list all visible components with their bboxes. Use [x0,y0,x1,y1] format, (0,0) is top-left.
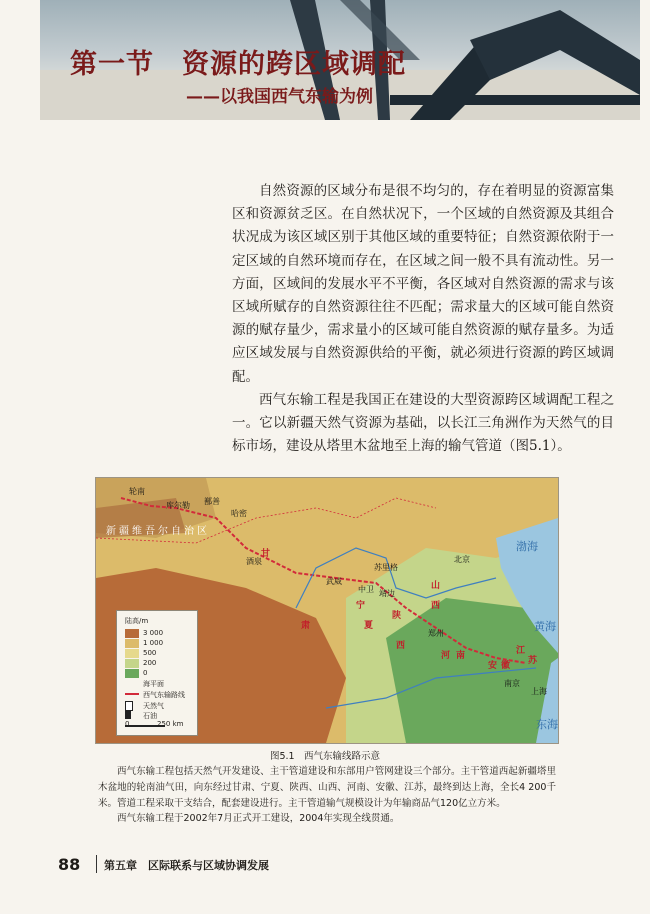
legend-level: 200 [143,659,157,667]
legend-pipeline: 西气东输路线 [143,691,185,699]
figure-note: 西气东输工程于2002年7月正式开工建设，2004年实现全线贯通。 [117,813,400,825]
label-su2: 苏 [528,656,538,666]
label-xia: 夏 [364,621,374,631]
paragraph: 西气东输工程是我国正在建设的大型资源跨区域调配工程之一。它以新疆天然气资源为基础，以长江三角洲作为天然气的目标市场，建设从塔里木盆地至上海的输气管道（图5.1）。 [232,391,614,455]
label-suligeliao: 苏里格 [374,563,398,572]
label-gan: 甘 [261,549,271,559]
legend-oil: 石油 [143,712,157,720]
label-ning: 宁 [356,601,366,611]
legend-level: 0 [143,669,148,677]
page-number: 88 [58,855,81,874]
body-text [232,180,614,458]
label-zhongwei: 中卫 [358,585,374,594]
section-title: 第一节 资源的跨区域调配 [70,49,406,80]
legend-swatch [125,639,139,648]
figure-notes [98,764,556,827]
label-jiang: 江 [516,646,526,656]
label-kuerle: 库尔勒 [166,501,190,510]
label-bohai: 渤海 [516,540,538,553]
label-xi: 西 [396,641,406,651]
label-luntai: 轮南 [129,487,145,496]
map-legend [116,610,198,736]
paragraph: 自然资源的区域分布是很不均匀的，存在着明显的资源富集区和资源贫乏区。在自然状况下，一个区域的自然资源及其组合状况成为该区域区别于其他区域的重要特征；自然资源依附于一定区域的自然环境而存在，在区域之间一般不具有流动性。另一方面，区域间的发展水平不平衡，各区域对自然资源的需求与该区域所赋存的自然资源往往不匹配；需求量大的区域可能自然资源的赋存量少，需求量小的区域可能自然资源的赋存量多。为适应区域发展与自然资源供给的平衡，就必须进行资源的跨区域调配。 [232,183,614,385]
legend-swatch [125,649,139,658]
oil-icon [125,711,131,719]
label-shanghai: 上海 [531,687,547,696]
label-jingbian: 靖边 [379,589,395,598]
label-zhengzhou: 郑州 [428,629,444,638]
legend-title: 陆高/m [125,617,149,625]
label-shan: 陕 [392,611,402,621]
legend-below-sea: 海平面 [143,680,164,688]
pipeline-symbol [125,693,139,695]
label-nanjing: 南京 [504,679,520,688]
label-wuwei: 武威 [326,577,342,586]
label-jiuquan: 酒泉 [246,557,262,566]
legend-level: 3 000 [143,629,164,637]
footer-divider [96,855,97,873]
label-su: 肃 [301,621,311,631]
label-an: 安 [488,661,498,671]
label-hami: 哈密 [231,509,247,518]
label-shanshan: 鄯善 [204,497,220,506]
label-beijing: 北京 [454,555,470,564]
scale-start: 0 [125,720,130,728]
label-huanghai: 黄海 [534,620,556,633]
label-donghai: 东海 [536,718,558,731]
chapter-title: 第五章 区际联系与区域协调发展 [104,859,269,872]
label-xinjiang: 新疆维吾尔自治区 [106,526,210,537]
gas-icon [125,701,133,711]
legend-level: 500 [143,649,157,657]
label-shanxi: 山 [431,581,441,591]
scale-end: 250 km [157,720,184,728]
legend-swatch [125,659,139,668]
label-xi2: 西 [431,601,441,611]
label-nan: 南 [456,651,466,661]
pipeline-map [95,477,559,744]
figure-note: 西气东输工程包括天然气开发建设、主干管道建设和东部用户管网建设三个部分。主干管道西起新疆塔里木盆地的轮南油气田，向东经过甘肃、宁夏、陕西、山西、河南、安徽、江苏，最终到达上海，全长4 200千米。管道工程采取干支结合，配套建设进行。主干管道输气规模设计为年输商品气120亿立方米。 [98,766,556,809]
legend-swatch [125,669,139,678]
label-hui: 徽 [501,661,511,671]
label-he: 河 [441,651,451,661]
legend-level: 1 000 [143,639,164,647]
figure-caption: 图5.1 西气东输线路示意 [269,751,381,762]
legend-swatch [125,629,139,638]
section-subtitle: ——以我国西气东输为例 [186,87,373,107]
legend-gas: 天然气 [143,702,164,710]
